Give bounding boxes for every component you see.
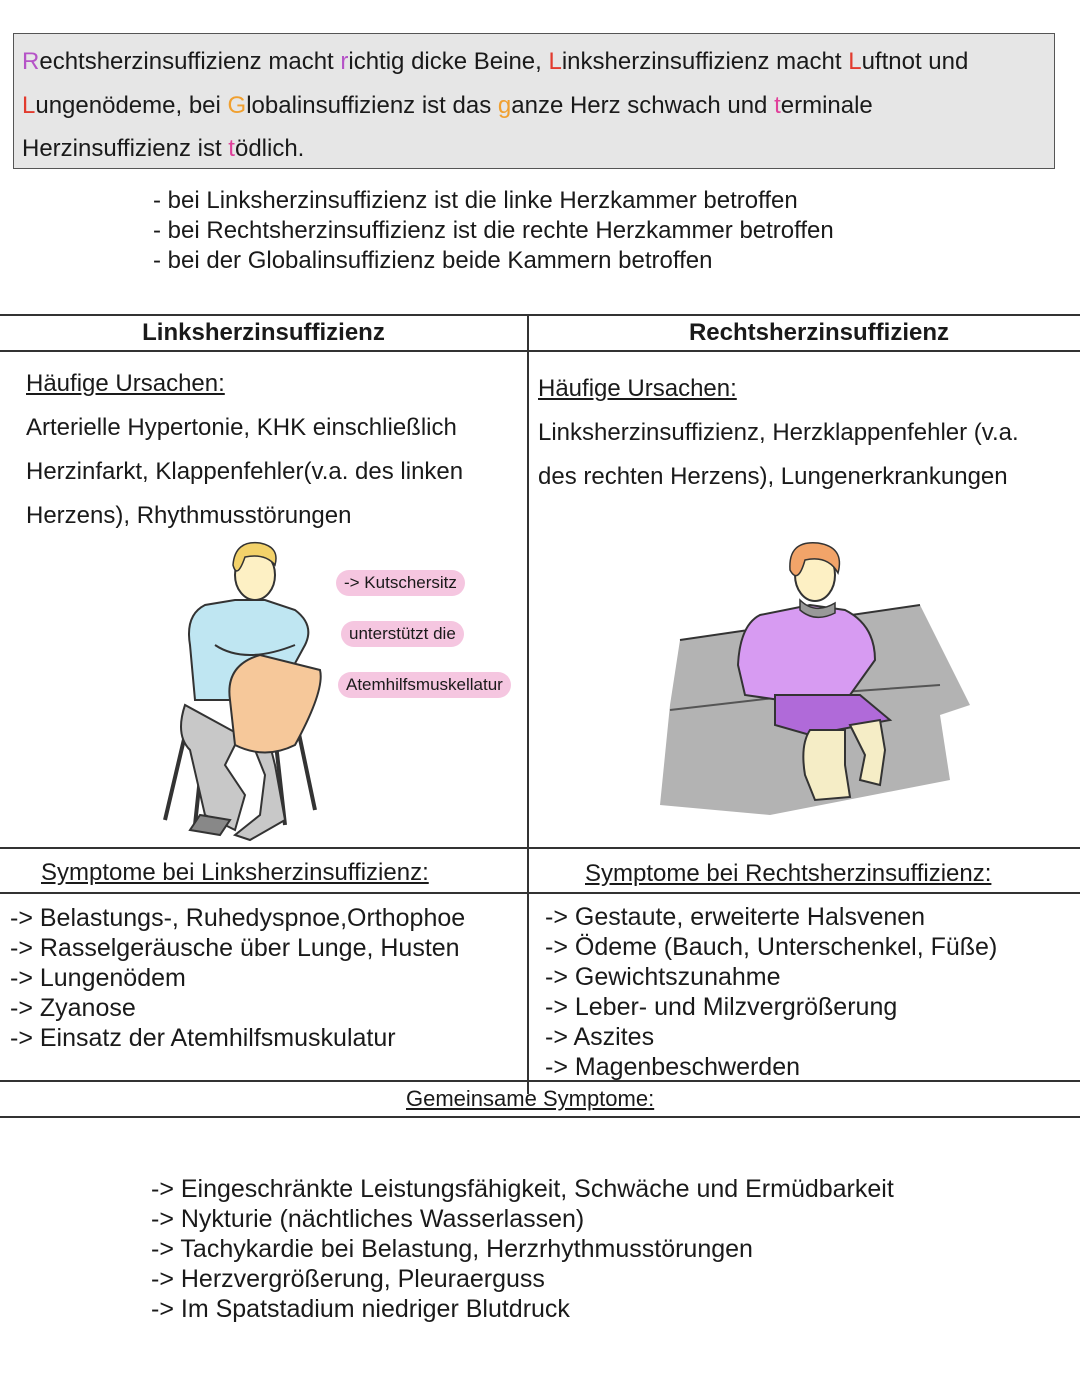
left-causes-line: Herzinfarkt, Klappenfehler(v.a. des linken (26, 458, 464, 485)
annotation-pill: unterstützt die (341, 621, 464, 647)
list-item: -> Nykturie (nächtliches Wasserlassen) (151, 1205, 585, 1233)
right-column-header: Rechtsherzinsuffizienz (688, 319, 950, 346)
right-symptoms-list (545, 902, 997, 1082)
right-causes-line: Linksherzinsuffizienz, Herzklappenfehler (v.a. (538, 419, 1019, 446)
right-causes (538, 367, 1019, 499)
right-causes-line: des rechten Herzens), Lungenerkrankungen (538, 463, 1008, 490)
left-causes-line: Herzens), Rhythmusstörungen (26, 502, 352, 529)
common-symptoms-list (151, 1174, 894, 1324)
list-item: -> Eingeschränkte Leistungsfähigkeit, Schwäche und Ermüdbarkeit (151, 1175, 894, 1203)
list-item: -> Aszites (545, 1023, 655, 1051)
annotation-pill: Atemhilfsmuskellatur (338, 672, 511, 698)
list-item: -> Leber- und Milzvergrößerung (545, 993, 898, 1021)
intro-bullet: - bei Linksherzinsuffizienz ist die linke Herzkammer betroffen (153, 187, 798, 214)
intro-bullet: - bei der Globalinsuffizienz beide Kammern betroffen (153, 247, 713, 274)
common-symptoms-title: Gemeinsame Symptome: (406, 1086, 655, 1111)
intro-bullet: - bei Rechtsherzinsuffizienz ist die rechte Herzkammer betroffen (153, 217, 834, 244)
common-title-rule (0, 1116, 1080, 1118)
left-causes-title: Häufige Ursachen: (26, 370, 225, 397)
list-item: -> Einsatz der Atemhilfsmuskulatur (10, 1024, 396, 1052)
list-item: -> Im Spatstadium niedriger Blutdruck (151, 1295, 570, 1323)
right-causes-title: Häufige Ursachen: (538, 375, 737, 402)
table-column-divider (527, 314, 529, 1094)
list-item: -> Gestaute, erweiterte Halsvenen (545, 903, 926, 931)
mnemonic-line-3: Herzinsuffizienz ist tödlich. (22, 135, 305, 162)
left-causes (26, 362, 463, 538)
list-item: -> Belastungs-, Ruhedyspnoe,Orthophoe (10, 904, 466, 932)
table-image-rule (0, 847, 1080, 849)
table-header-rule (0, 350, 1080, 352)
intro-bullets (153, 186, 834, 276)
left-column-header: Linksherzinsuffizienz (142, 319, 385, 346)
list-item: -> Gewichtszunahme (545, 963, 781, 991)
right-symptoms-title: Symptome bei Rechtsherzinsuffizienz: (585, 860, 992, 887)
list-item: -> Zyanose (10, 994, 136, 1022)
left-symptoms-list (10, 903, 465, 1053)
list-item: -> Ödeme (Bauch, Unterschenkel, Füße) (545, 933, 998, 961)
woman-on-couch-illustration (650, 535, 980, 825)
list-item: -> Herzvergrößerung, Pleuraerguss (151, 1265, 545, 1293)
list-item: -> Tachykardie bei Belastung, Herzrhythmusstörungen (151, 1235, 753, 1263)
list-item: -> Rasselgeräusche über Lunge, Husten (10, 934, 460, 962)
annotation-pill: -> Kutschersitz (336, 570, 465, 596)
left-causes-line: Arterielle Hypertonie, KHK einschließlich (26, 414, 457, 441)
table-top-rule (0, 314, 1080, 316)
mnemonic-line-1: Rechtsherzinsuffizienz macht richtig dicke Beine, Linksherzinsuffizienz macht Luftnot und (22, 48, 969, 75)
mnemonic-line-2: Lungenödeme, bei Globalinsuffizienz ist das ganze Herz schwach und terminale (22, 91, 873, 119)
man-on-chair-illustration (145, 535, 345, 845)
left-symptoms-title: Symptome bei Linksherzinsuffizienz: (41, 859, 429, 886)
mnemonic-box (13, 33, 1055, 169)
list-item: -> Lungenödem (10, 964, 186, 992)
list-item: -> Magenbeschwerden (545, 1053, 801, 1081)
